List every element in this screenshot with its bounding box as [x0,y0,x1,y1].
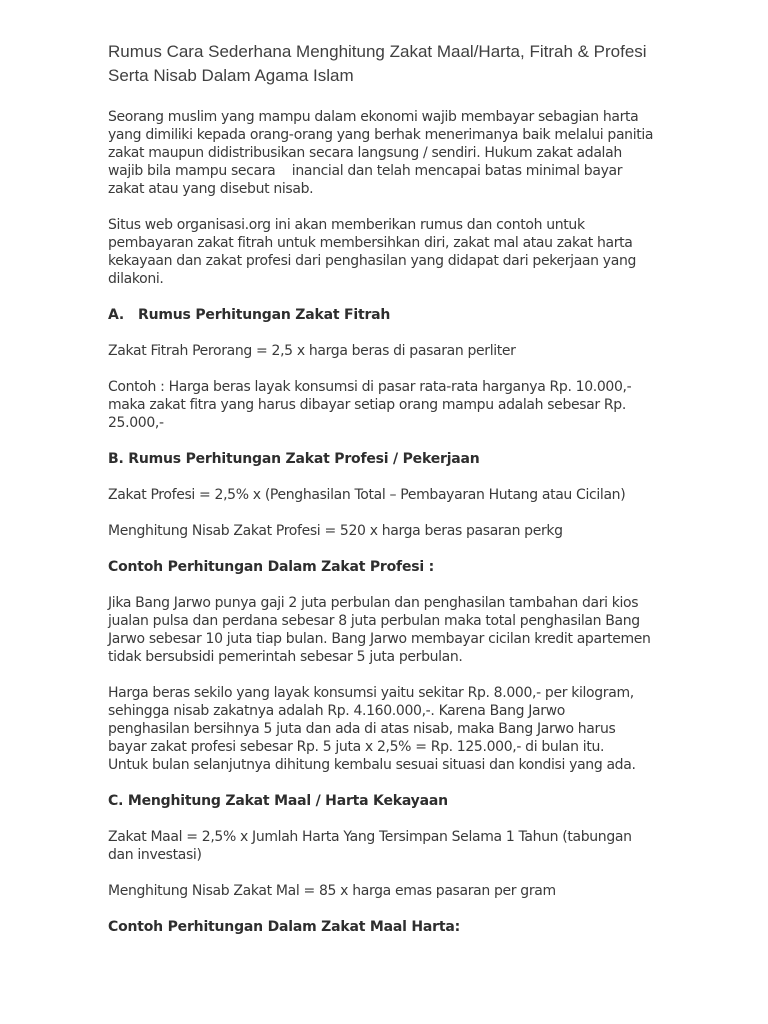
text-line: maka zakat fitra yang harus dibayar setiap orang mampu adalah sebesar Rp. [108,397,626,413]
document-title [108,40,698,88]
text-line: dilakoni. [108,271,164,287]
intro-paragraph [108,108,698,198]
section-b-example1 [108,594,698,666]
text-line: Untuk bulan selanjutnya dihitung kembalu sesuai situasi dan kondisi yang ada. [108,757,636,773]
text-line: Menghitung Nisab Zakat Profesi = 520 x harga beras pasaran perkg [108,523,563,539]
text-line: Harga beras sekilo yang layak konsumsi yaitu sekitar Rp. 8.000,- per kilogram, [108,685,634,701]
title-line: Serta Nisab Dalam Agama Islam [108,66,354,85]
section-b-example2 [108,684,698,774]
title-line: Rumus Cara Sederhana Menghitung Zakat Maal/Harta, Fitrah & Profesi [108,42,647,61]
text-line: jualan pulsa dan perdana sebesar 8 juta perbulan maka total penghasilan Bang [108,613,640,629]
text-line: pembayaran zakat fitrah untuk membersihkan diri, zakat mal atau zakat harta [108,235,633,251]
section-a-formula [108,342,698,360]
text-line: zakat atau yang disebut nisab. [108,181,314,197]
text-line: Jarwo sebesar 10 juta tiap bulan. Bang Jarwo membayar cicilan kredit apartemen [108,631,651,647]
section-b-formula [108,486,698,504]
section-c-example-heading: Contoh Perhitungan Dalam Zakat Maal Harta: [108,919,460,935]
intro2-paragraph [108,216,698,288]
text-line: kekayaan dan zakat profesi dari penghasilan yang didapat dari pekerjaan yang [108,253,637,269]
text-line: Contoh : Harga beras layak konsumsi di pasar rata-rata harganya Rp. 10.000,- [108,379,632,395]
text-line: bayar zakat profesi sebesar Rp. 5 juta x 2,5% = Rp. 125.000,- di bulan itu. [108,739,605,755]
text-line: zakat maupun didistribusikan secara langsung / sendiri. Hukum zakat adalah [108,145,622,161]
text-line: yang dimiliki kepada orang-orang yang berhak menerimanya baik melalui panitia [108,127,654,143]
section-b-example-heading: Contoh Perhitungan Dalam Zakat Profesi : [108,559,435,575]
text-line: dan investasi) [108,847,202,863]
text-line: sehingga nisab zakatnya adalah Rp. 4.160.000,-. Karena Bang Jarwo [108,703,565,719]
section-b-heading: B. Rumus Perhitungan Zakat Profesi / Pekerjaan [108,451,480,467]
text-line: penghasilan bersihnya 5 juta dan ada di atas nisab, maka Bang Jarwo harus [108,721,616,737]
section-c-nisab [108,882,698,900]
section-b-nisab [108,522,698,540]
text-line: Jika Bang Jarwo punya gaji 2 juta perbulan dan penghasilan tambahan dari kios [108,595,639,611]
text-line: Seorang muslim yang mampu dalam ekonomi wajib membayar sebagian harta [108,109,639,125]
section-c-formula [108,828,698,864]
text-line: Zakat Fitrah Perorang = 2,5 x harga beras di pasaran perliter [108,343,516,359]
document-page [108,40,698,954]
text-line: Zakat Maal = 2,5% x Jumlah Harta Yang Tersimpan Selama 1 Tahun (tabungan [108,829,632,845]
text-line: Situs web organisasi.org ini akan memberikan rumus dan contoh untuk [108,217,585,233]
text-line: 25.000,- [108,415,164,431]
section-c-heading: C. Menghitung Zakat Maal / Harta Kekayaan [108,793,448,809]
text-line: Menghitung Nisab Zakat Mal = 85 x harga emas pasaran per gram [108,883,556,899]
section-a-heading: A. Rumus Perhitungan Zakat Fitrah [108,307,391,323]
text-line: Zakat Profesi = 2,5% x (Penghasilan Total – Pembayaran Hutang atau Cicilan) [108,487,626,503]
text-line: tidak bersubsidi pemerintah sebesar 5 juta perbulan. [108,649,463,665]
section-a-example [108,378,698,432]
text-line: wajib bila mampu secara inancial dan telah mencapai batas minimal bayar [108,163,623,179]
